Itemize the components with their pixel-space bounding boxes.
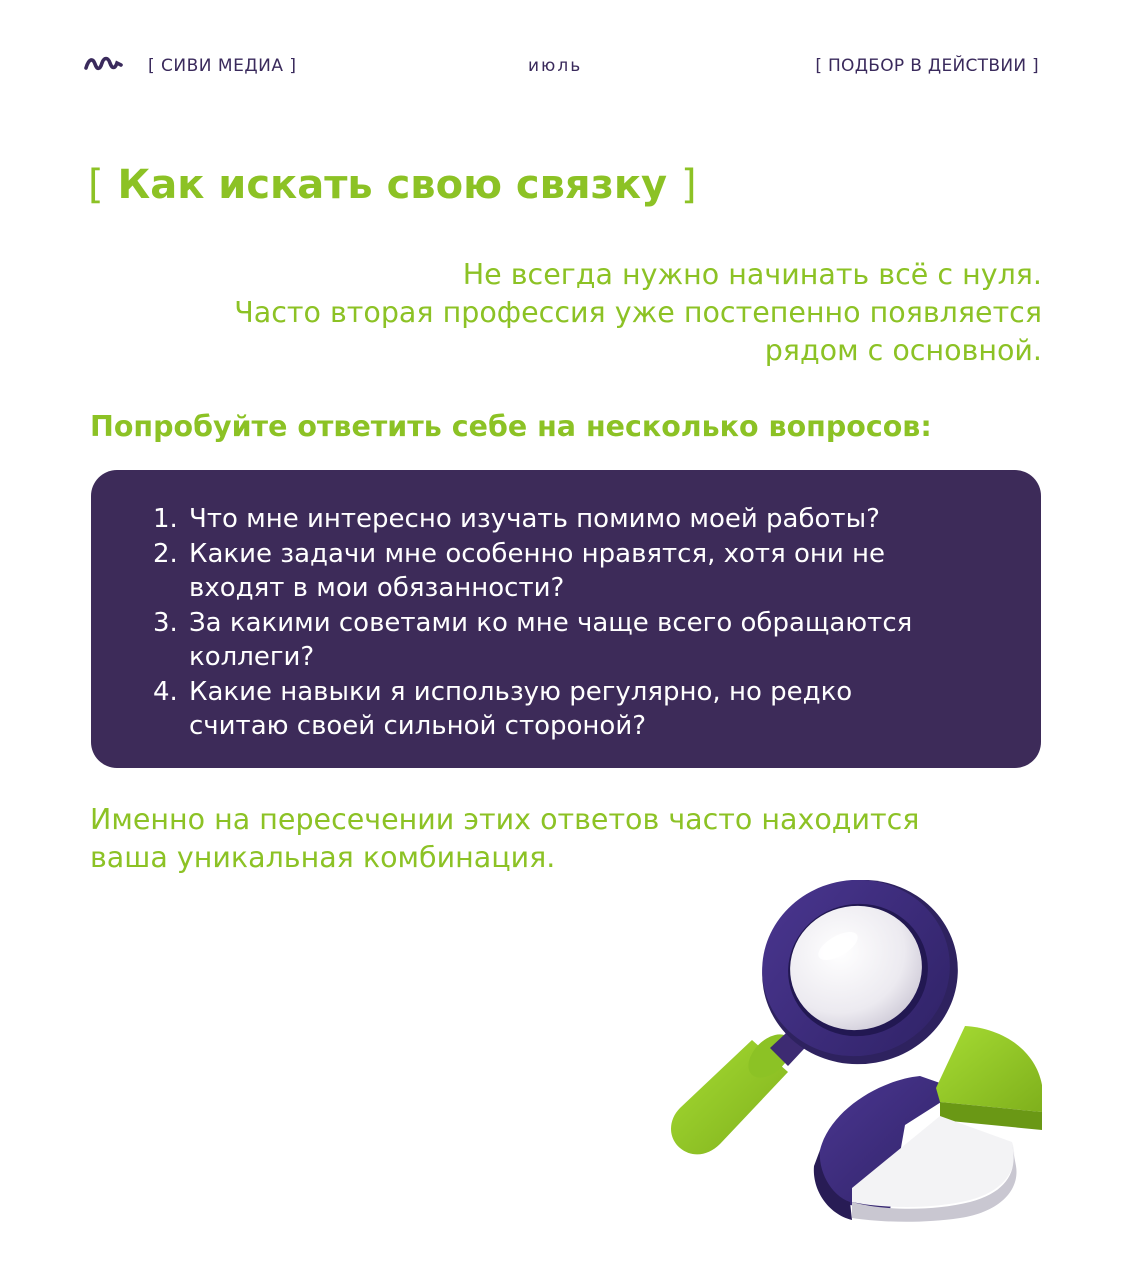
question-line: Какие задачи мне особенно нравятся, хотя они не: [189, 538, 886, 569]
outro-line: Именно на пересечении этих ответов часто находится: [90, 803, 920, 836]
wave-logo-icon: [84, 52, 124, 76]
questions-box: [91, 470, 1041, 768]
header: [0, 52, 1125, 82]
outro-line: ваша уникальная комбинация.: [90, 841, 556, 874]
question-line: коллеги?: [189, 642, 315, 672]
title-close-bracket: ]: [681, 162, 697, 208]
question-line: За какими советами ко мне чаще всего обращаются: [189, 607, 913, 638]
question-item: [91, 606, 1041, 675]
questions-list: [91, 502, 1041, 744]
outro-paragraph: [90, 801, 1050, 877]
intro-line: Часто вторая профессия уже постепенно появляется: [234, 296, 1042, 329]
month-label: июль: [528, 56, 583, 76]
magnifier-pie-chart-icon: [640, 880, 1070, 1240]
question-line: Что мне интересно изучать помимо моей работы?: [189, 504, 880, 534]
question-number: 4.: [153, 676, 178, 707]
rubric-label: [ ПОДБОР В ДЕЙСТВИИ ]: [815, 56, 1039, 76]
question-line: считаю своей сильной стороной?: [189, 711, 647, 741]
intro-paragraph: [142, 256, 1042, 370]
question-number: 3.: [153, 607, 178, 638]
question-item: [91, 537, 1041, 606]
question-item: [91, 502, 1041, 537]
title-open-bracket: [: [88, 162, 104, 208]
questions-heading: Попробуйте ответить себе на несколько вопросов:: [90, 410, 932, 443]
question-item: [91, 675, 1041, 744]
question-number: 1.: [153, 504, 178, 534]
question-line: Какие навыки я использую регулярно, но редко: [189, 676, 853, 707]
question-line: входят в мои обязанности?: [189, 573, 565, 603]
brand-label: [ СИВИ МЕДИА ]: [148, 56, 297, 76]
intro-line: рядом с основной.: [764, 334, 1042, 367]
page-title: [88, 162, 697, 208]
intro-line: Не всегда нужно начинать всё с нуля.: [462, 258, 1042, 291]
question-number: 2.: [153, 538, 178, 569]
title-text: Как искать свою связку: [117, 162, 668, 208]
